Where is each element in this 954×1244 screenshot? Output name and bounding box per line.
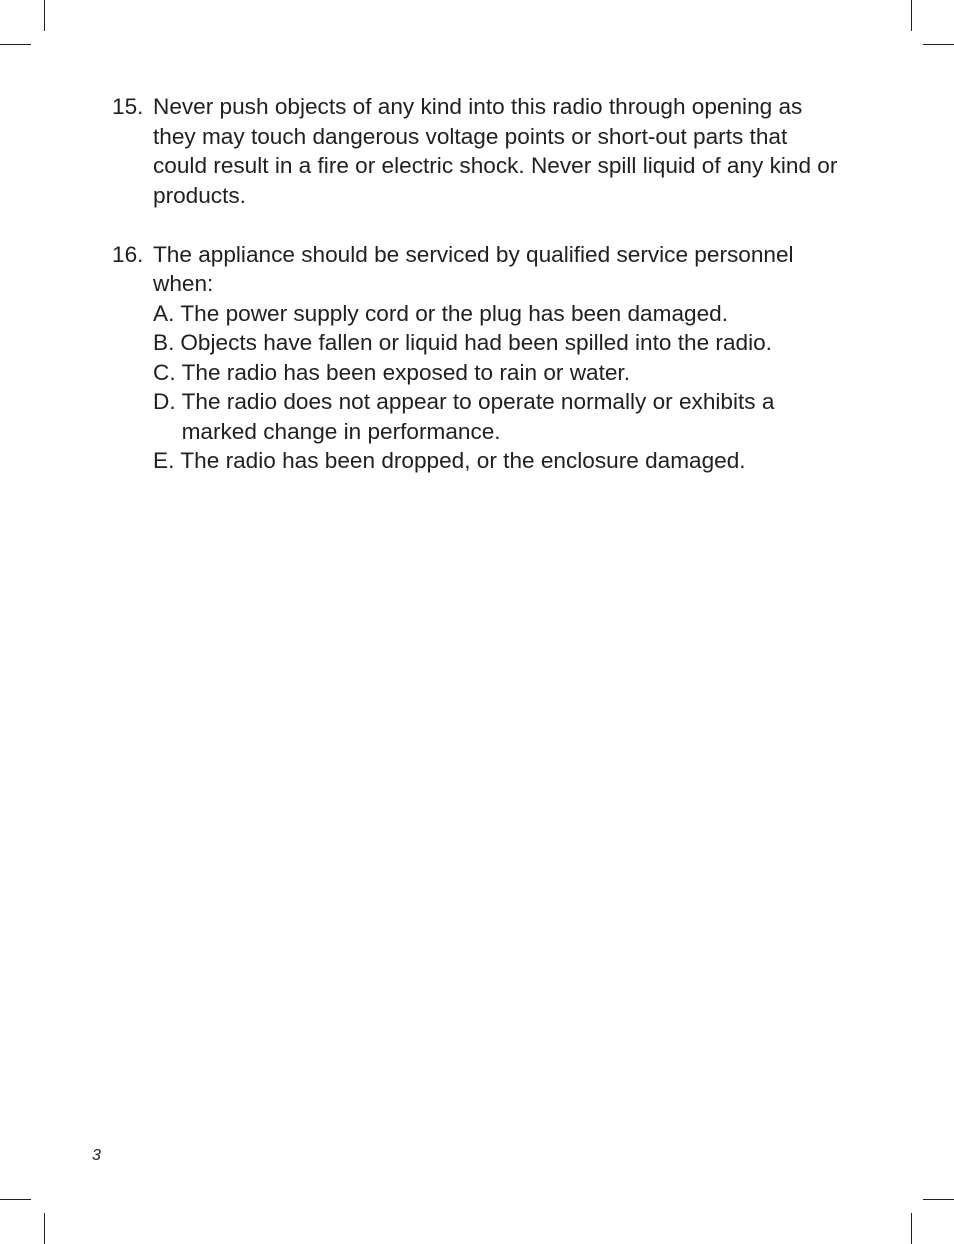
item-text: Never push objects of any kind into this radio through opening as they may touch dangerous voltage points or short-out parts that could result in a fire or electric shock. Never spill liquid of any kind or products. <box>153 94 838 208</box>
subitem-letter: E. <box>153 448 175 473</box>
subitem-letter: B. <box>153 330 175 355</box>
subitem-text: The radio has been exposed to rain or water. <box>181 359 630 385</box>
subitem-text: The radio has been dropped, or the enclosure damaged. <box>180 448 746 473</box>
subitem-d <box>153 387 842 446</box>
item-number: 15. <box>112 94 144 119</box>
subitem-b <box>153 328 842 358</box>
safety-instructions <box>112 92 842 476</box>
subitem-letter: C. <box>153 359 176 385</box>
page-number: 3 <box>92 1147 101 1164</box>
item-number: 16. <box>112 241 144 267</box>
crop-mark-bottom-left-vertical <box>44 1213 45 1244</box>
crop-mark-top-right-vertical <box>911 0 912 31</box>
instruction-item-15 <box>112 92 842 210</box>
crop-mark-top-right-horizontal <box>923 44 954 45</box>
subitem-text: The radio does not appear to operate normally or exhibits a marked change in performance. <box>181 389 775 444</box>
subitem-text: Objects have fallen or liquid had been spilled into the radio. <box>180 330 772 355</box>
item-body <box>153 240 842 476</box>
subitem-text: The power supply cord or the plug has been damaged. <box>180 300 728 326</box>
subitem-c <box>153 358 842 388</box>
item-text: The appliance should be serviced by qualified service personnel when: <box>153 241 794 296</box>
crop-mark-top-left-vertical <box>44 0 45 31</box>
crop-mark-bottom-right-vertical <box>911 1213 912 1244</box>
crop-mark-bottom-left-horizontal <box>0 1199 31 1200</box>
instruction-item-16 <box>112 240 842 476</box>
subitem-a <box>153 299 842 329</box>
subitem-letter: D. <box>153 389 176 414</box>
crop-mark-top-left-horizontal <box>0 44 31 45</box>
crop-mark-bottom-right-horizontal <box>923 1199 954 1200</box>
subitem-letter: A. <box>153 300 175 326</box>
subitem-e <box>153 446 842 476</box>
